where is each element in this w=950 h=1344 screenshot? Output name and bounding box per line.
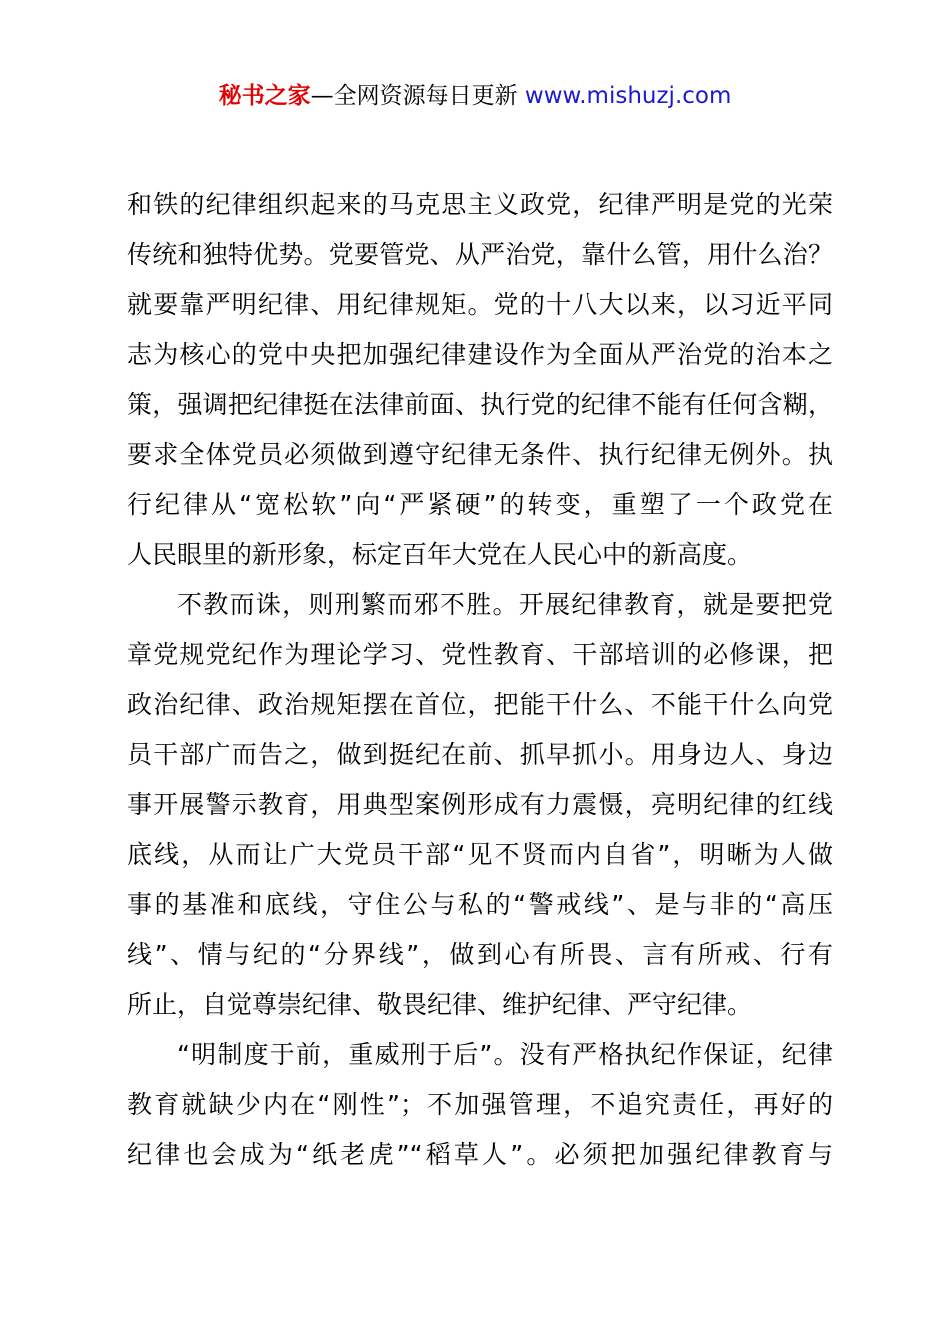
header-tagline: —全网资源每日更新 xyxy=(310,83,525,109)
text-line: 要求全体党员必须做到遵守纪律无条件、执行纪律无例外。执 xyxy=(127,440,833,469)
text-line: 志为核心的党中央把加强纪律建设作为全面从严治党的治本之 xyxy=(127,340,833,369)
site-url-link[interactable]: www.mishuzj.com xyxy=(524,83,732,109)
text-line: 事开展警示教育，用典型案例形成有力震慑，亮明纪律的红线 xyxy=(127,790,833,819)
text-line: 行纪律从“宽松软”向“严紧硬”的转变，重塑了一个政党在 xyxy=(127,490,833,519)
text-line: 人民眼里的新形象，标定百年大党在人民心中的新高度。 xyxy=(127,540,753,569)
text-line: 策，强调把纪律挺在法律前面、执行党的纪律不能有任何含糊， xyxy=(127,390,833,419)
text-line: 章党规党纪作为理论学习、党性教育、干部培训的必修课，把 xyxy=(127,640,833,669)
text-line: 事的基准和底线，守住公与私的“警戒线”、是与非的“高压 xyxy=(127,890,833,919)
text-line: 员干部广而告之，做到挺纪在前、抓早抓小。用身边人、身边 xyxy=(127,740,833,769)
text-line: 就要靠严明纪律、用纪律规矩。党的十八大以来，以习近平同 xyxy=(127,290,833,319)
site-header xyxy=(0,80,950,112)
brand-name: 秘书之家 xyxy=(218,83,311,109)
document-body xyxy=(127,180,833,1180)
paragraph-first-line: “明制度于前，重威刑于后”。没有严格执纪作保证，纪律 xyxy=(177,1040,833,1069)
text-line: 和铁的纪律组织起来的马克思主义政党，纪律严明是党的光荣 xyxy=(127,190,833,219)
text-line: 所止，自觉尊崇纪律、敬畏纪律、维护纪律、严守纪律。 xyxy=(127,990,753,1019)
text-line: 政治纪律、政治规矩摆在首位，把能干什么、不能干什么向党 xyxy=(127,690,833,719)
text-line: 底线，从而让广大党员干部“见不贤而内自省”，明晰为人做 xyxy=(127,840,833,869)
text-line: 纪律也会成为“纸老虎”“稻草人”。必须把加强纪律教育与 xyxy=(127,1140,833,1169)
text-line: 教育就缺少内在“刚性”；不加强管理，不追究责任，再好的 xyxy=(127,1090,833,1119)
text-line: 传统和独特优势。党要管党、从严治党，靠什么管，用什么治？ xyxy=(127,240,833,269)
text-line: 线”、情与纪的“分界线”，做到心有所畏、言有所戒、行有 xyxy=(127,940,833,969)
paragraph-first-line: 不教而诛，则刑繁而邪不胜。开展纪律教育，就是要把党 xyxy=(177,590,833,619)
